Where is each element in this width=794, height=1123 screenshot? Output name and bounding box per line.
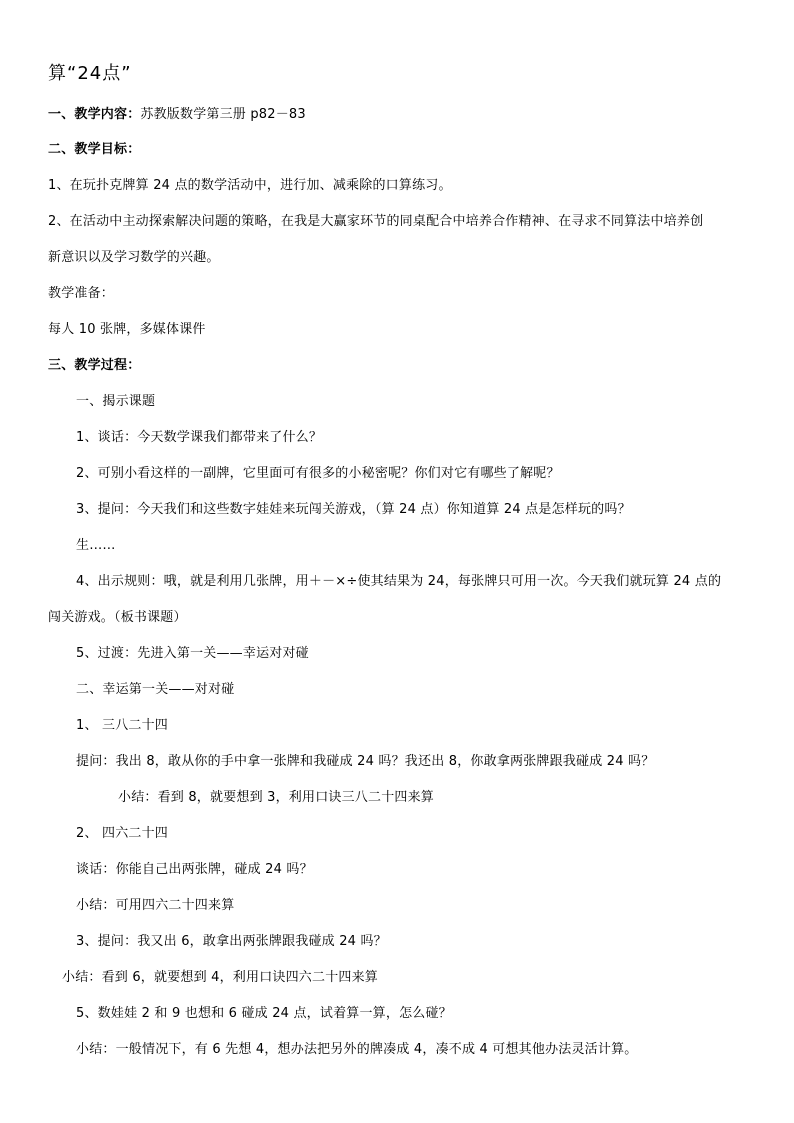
part-2-title: 二、幸运第一关——对对碰 <box>76 682 235 697</box>
sub-5-summary: 小结：一般情况下，有 6 先想 4，想办法把另外的牌凑成 4，凑不成 4 可想其他办法灵活计算。 <box>76 1042 638 1057</box>
content-row <box>48 106 306 124</box>
content-label: 一、教学内容： <box>48 107 141 122</box>
content-value: 苏教版数学第三册 p82－83 <box>140 107 306 122</box>
sub-5-question: 5、数娃娃 2 和 9 也想和 6 碰成 24 点，试着算一算，怎么碰？ <box>76 1006 452 1021</box>
sub-2-talk: 谈话：你能自己出两张牌，碰成 24 吗？ <box>76 862 313 877</box>
goal-2-line-2: 新意识以及学习数学的兴趣。 <box>48 250 220 265</box>
prep-value: 每人 10 张牌，多媒体课件 <box>48 322 206 337</box>
step-3: 3、提问：今天我们和这些数字娃娃来玩闯关游戏，（算 24 点）你知道算 24 点是怎样玩的吗？ <box>76 502 631 517</box>
process-heading: 三、教学过程： <box>48 358 141 373</box>
goals-heading: 二、教学目标： <box>48 142 141 157</box>
sub-2-summary: 小结：可用四六二十四来算 <box>76 898 235 913</box>
prep-heading: 教学准备： <box>48 286 115 301</box>
goal-1: 1、在玩扑克牌算 24 点的数学活动中，进行加、减乘除的口算练习。 <box>48 178 452 193</box>
sub-1-question: 提问：我出 8，敢从你的手中拿一张牌和我碰成 24 吗？我还出 8，你敢拿两张牌跟我碰成 24 吗？ <box>76 754 655 769</box>
step-4-line-2: 闯关游戏。（板书课题） <box>48 610 187 625</box>
sub-1-title: 1、 三八二十四 <box>76 718 169 733</box>
document-title: 算“24点” <box>48 63 132 84</box>
sub-3-question: 3、提问：我又出 6，敢拿出两张牌跟我碰成 24 吗？ <box>76 934 387 949</box>
goal-2-line-1: 2、在活动中主动探索解决问题的策略，在我是大赢家环节的同桌配合中培养合作精神、在寻求不同算法中培养创 <box>48 214 704 229</box>
step-1: 1、谈话：今天数学课我们都带来了什么？ <box>76 430 323 445</box>
sub-2-title: 2、 四六二十四 <box>76 826 169 841</box>
step-2: 2、可别小看这样的一副牌，它里面可有很多的小秘密呢？你们对它有哪些了解呢？ <box>76 466 560 481</box>
sub-3-summary: 小结：看到 6，就要想到 4，利用口诀四六二十四来算 <box>62 970 379 985</box>
student-response: 生…… <box>76 538 116 553</box>
part-1-title: 一、揭示课题 <box>76 394 156 409</box>
step-5: 5、过渡：先进入第一关——幸运对对碰 <box>76 646 309 661</box>
step-4-line-1: 4、出示规则：哦，就是利用几张牌，用＋－×÷使其结果为 24，每张牌只可用一次。今天我们就玩算 24 点的 <box>76 574 722 589</box>
sub-1-summary: 小结：看到 8，就要想到 3，利用口诀三八二十四来算 <box>118 790 435 805</box>
